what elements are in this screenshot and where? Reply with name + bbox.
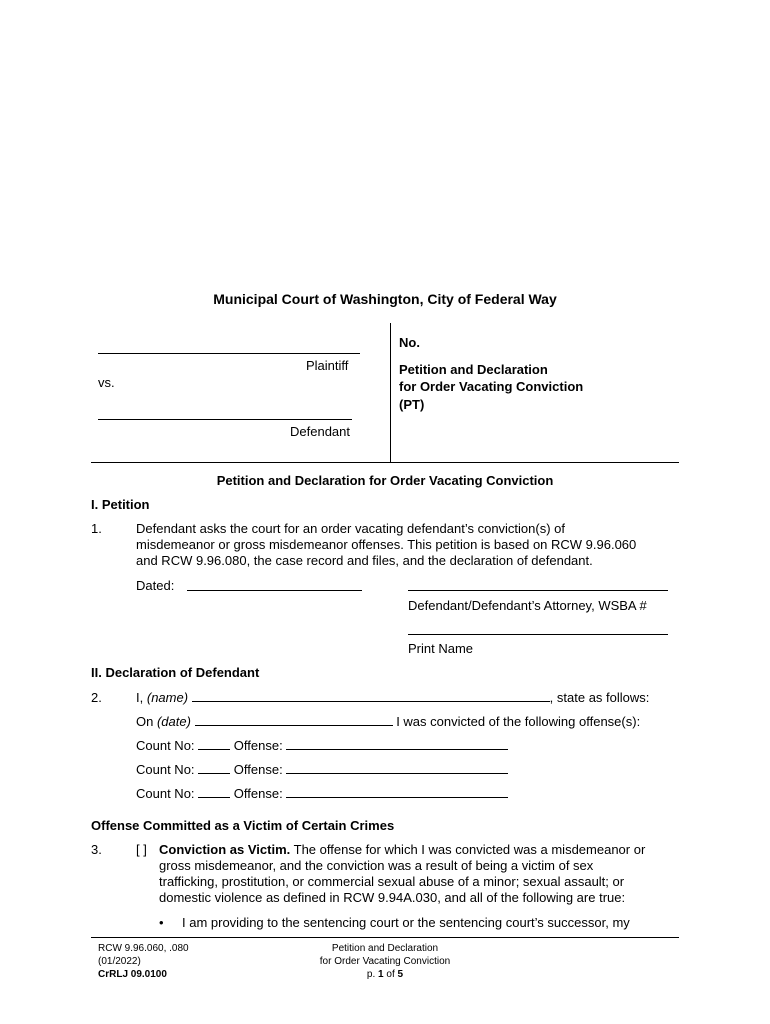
conviction-date-row — [136, 713, 640, 730]
offense-field[interactable] — [286, 761, 508, 774]
item1-line2: misdemeanor or gross misdemeanor offenses. This petition is based on RCW 9.96.060 — [136, 537, 637, 552]
footer-rule — [91, 937, 679, 938]
doc-title-line2: for Order Vacating Conviction — [399, 379, 584, 394]
doc-title-line1: Petition and Declaration — [399, 362, 548, 377]
signature-label: Defendant/Defendant’s Attorney, WSBA # — [408, 598, 647, 613]
conviction-date-field[interactable] — [195, 713, 393, 726]
count-number-field[interactable] — [198, 761, 230, 774]
court-title: Municipal Court of Washington, City of Federal Way — [213, 291, 557, 307]
state-label: , state as follows: — [549, 690, 650, 705]
item3-line2: gross misdemeanor, and the conviction was a result of being a victim of sex — [159, 858, 594, 873]
footer-left-line2: (01/2022) — [98, 956, 141, 967]
vs-label: vs. — [98, 375, 115, 390]
count-label: Count No: — [136, 738, 195, 753]
item2-number: 2. — [91, 690, 102, 705]
footer-form-number: CrRLJ 09.0100 — [98, 969, 167, 980]
section2-title: II. Declaration of Defendant — [91, 665, 260, 680]
on-label: On — [136, 714, 154, 729]
name-field[interactable] — [192, 689, 550, 702]
bullet-text: I am providing to the sentencing court or the sentencing court’s successor, my — [182, 915, 630, 930]
case-no-label: No. — [399, 335, 420, 350]
defendant-name-line[interactable] — [98, 419, 352, 420]
item1-line3: and RCW 9.96.080, the case record and files, and the declaration of defendant. — [136, 553, 593, 568]
plaintiff-name-line[interactable] — [98, 353, 360, 354]
caption-bottom-rule — [91, 462, 679, 463]
count-label: Count No: — [136, 786, 195, 801]
doc-title-line3: (PT) — [399, 397, 425, 412]
item3-line3: trafficking, prostitution, or commercial sexual abuse of a minor; sexual assault; or — [159, 874, 625, 889]
footer-left-line1: RCW 9.96.060, .080 — [98, 943, 189, 954]
page-of: of — [386, 969, 395, 980]
print-name-label: Print Name — [408, 641, 474, 656]
count-number-field[interactable] — [198, 737, 230, 750]
offense-label: Offense: — [233, 738, 283, 753]
victim-section-title: Offense Committed as a Victim of Certain Crimes — [91, 818, 395, 833]
page-current: 1 — [378, 969, 384, 980]
caption-divider — [390, 323, 391, 463]
bullet-icon: • — [159, 915, 164, 930]
footer-title-line2: for Order Vacating Conviction — [319, 956, 451, 967]
defendant-label: Defendant — [290, 424, 350, 439]
dated-field[interactable] — [187, 590, 362, 591]
item3-number: 3. — [91, 842, 102, 857]
offense-label: Offense: — [233, 786, 283, 801]
signature-line[interactable] — [408, 590, 668, 591]
item3-line1 — [159, 841, 645, 858]
date-hint: (date) — [156, 714, 191, 729]
footer-title-line1: Petition and Declaration — [331, 943, 439, 954]
count-number-field[interactable] — [198, 785, 230, 798]
item1-number: 1. — [91, 521, 102, 536]
print-name-line[interactable] — [408, 634, 668, 635]
plaintiff-label: Plaintiff — [306, 358, 349, 373]
count-label: Count No: — [136, 762, 195, 777]
offense-field[interactable] — [286, 785, 508, 798]
conviction-as-victim-checkbox[interactable]: [ ] — [136, 842, 147, 857]
name-hint: (name) — [146, 690, 189, 705]
count-row — [136, 737, 508, 754]
dated-label: Dated: — [136, 578, 175, 593]
count-row — [136, 761, 508, 778]
offense-label: Offense: — [233, 762, 283, 777]
item3-line1-rest: The offense for which I was convicted was a misdemeanor or — [290, 842, 646, 857]
item3-line4: domestic violence as defined in RCW 9.94A.030, and all of the following are true: — [159, 890, 626, 905]
page-prefix: p. — [366, 969, 376, 980]
item1-line1: Defendant asks the court for an order vacating defendant’s conviction(s) of — [136, 521, 566, 536]
name-statement-row — [136, 689, 649, 706]
convicted-label: I was convicted of the following offense(s): — [396, 714, 641, 729]
page-total: 5 — [397, 969, 404, 980]
document-heading: Petition and Declaration for Order Vacating Conviction — [216, 473, 554, 488]
footer-page-number — [285, 968, 485, 981]
section1-title: I. Petition — [91, 497, 150, 512]
count-row — [136, 785, 508, 802]
i-label: I, — [136, 690, 144, 705]
item3-bold-lead: Conviction as Victim. — [159, 842, 291, 857]
offense-field[interactable] — [286, 737, 508, 750]
